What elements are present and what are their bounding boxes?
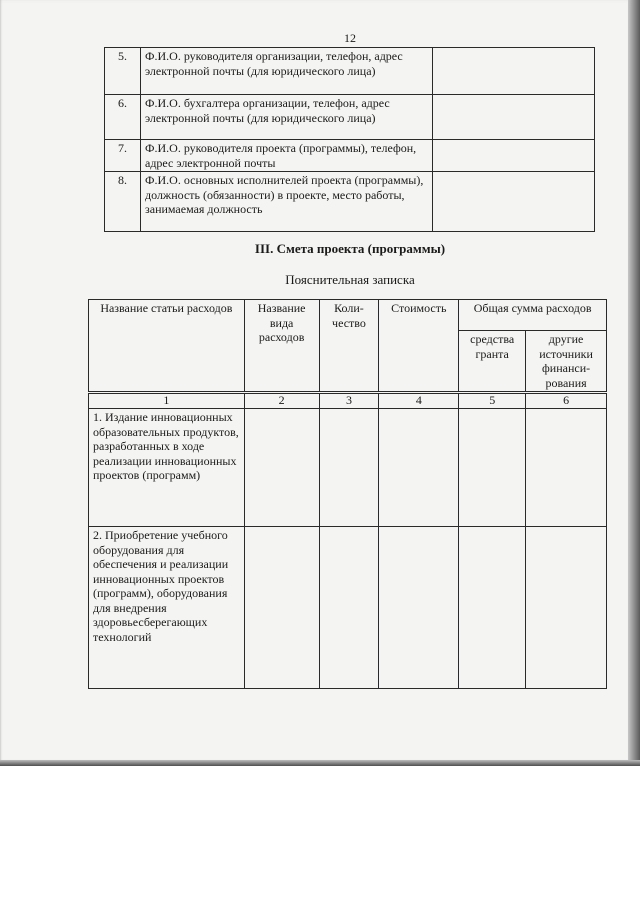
column-number: 3 (319, 393, 379, 409)
expense-item: 2. Приобретение учебного оборудования для обеспечения и реализации инновационных проектов (программ), оборудования для внедрения здоровьесберегающих технологий (89, 527, 245, 689)
table-cell (319, 409, 379, 527)
table-cell (459, 527, 526, 689)
column-number: 4 (379, 393, 459, 409)
column-numbers-row (89, 393, 607, 409)
table-cell (526, 527, 607, 689)
section-title: III. Смета проекта (программы) (254, 241, 446, 256)
header-grant: средства гранта (459, 331, 526, 393)
expense-item: 1. Издание инновационных образовательных продуктов, разработанных в ходе реализации инновационных проектов (программ) (89, 409, 245, 527)
budget-table (88, 299, 607, 689)
table-cell (244, 527, 319, 689)
table-cell (319, 527, 379, 689)
header-other: другие источники финанси-рования (526, 331, 607, 393)
header-type: Название вида расходов (244, 300, 319, 393)
info-table (104, 47, 595, 232)
table-row (105, 140, 595, 172)
row-label: Ф.И.О. руководителя организации, телефон, адрес электронной почты (для юридического лица) (141, 48, 433, 95)
header-row (89, 300, 607, 331)
note-title: Пояснительная записка (285, 272, 415, 287)
column-number: 5 (459, 393, 526, 409)
column-number: 2 (244, 393, 319, 409)
table-row (105, 48, 595, 95)
column-number: 1 (89, 393, 245, 409)
row-number: 6. (105, 95, 141, 140)
row-number: 5. (105, 48, 141, 95)
table-cell (379, 527, 459, 689)
row-label: Ф.И.О. руководителя проекта (программы), телефон, адрес электронной почты (141, 140, 433, 172)
scan-edge-bottom (0, 760, 640, 766)
table-row (105, 95, 595, 140)
header-quantity: Коли-чество (319, 300, 379, 393)
column-number: 6 (526, 393, 607, 409)
table-cell (379, 409, 459, 527)
table-row (89, 409, 607, 527)
row-label: Ф.И.О. основных исполнителей проекта (программы), должность (обязанности) в проекте, место работы, занимаемая должность (141, 172, 433, 232)
row-value (433, 172, 595, 232)
table-row (105, 172, 595, 232)
table-cell (244, 409, 319, 527)
row-value (433, 140, 595, 172)
row-number: 8. (105, 172, 141, 232)
page-number: 12 (344, 31, 356, 45)
scan-edge-right (628, 0, 640, 765)
row-value (433, 95, 595, 140)
row-label: Ф.И.О. бухгалтера организации, телефон, адрес электронной почты (для юридического лица) (141, 95, 433, 140)
row-value (433, 48, 595, 95)
table-row (89, 527, 607, 689)
table-cell (526, 409, 607, 527)
row-number: 7. (105, 140, 141, 172)
header-cost: Стоимость (379, 300, 459, 393)
header-total: Общая сумма расходов (459, 300, 607, 331)
table-cell (459, 409, 526, 527)
header-item: Название статьи расходов (89, 300, 245, 393)
